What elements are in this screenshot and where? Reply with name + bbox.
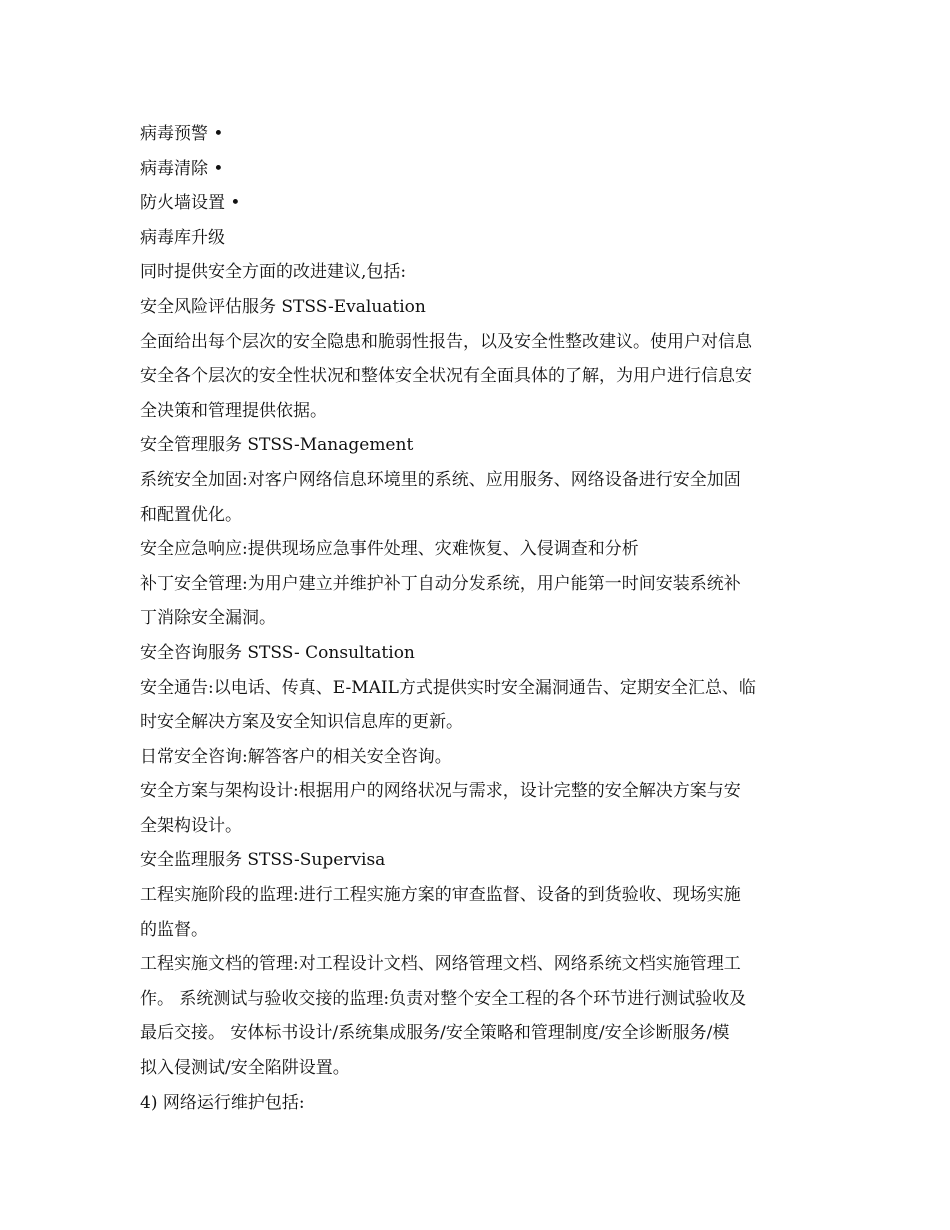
paragraph-line: 作。 系统测试与验收交接的监理:负责对整个安全工程的各个环节进行测试验收及	[140, 988, 747, 1009]
paragraph-line: 安全各个层次的安全性状况和整体安全状况有全面具体的了解，为用户进行信息安	[140, 366, 752, 387]
bullet-line-virus-alert: 病毒预警 •	[140, 124, 224, 144]
document-body	[140, 117, 815, 1120]
paragraph-line: 和配置优化。	[140, 504, 242, 525]
section-heading-management: 安全管理服务 STSS-Management	[140, 435, 414, 456]
paragraph-line: 丁消除安全漏洞。	[140, 608, 276, 629]
bullet-line-firewall-setup: 防火墙设置 •	[140, 193, 241, 214]
paragraph-line: 安全通告:以电话、传真、E-MAIL方式提供实时安全漏洞通告、定期安全汇总、临	[140, 677, 756, 698]
section-heading-supervisa: 安全监理服务 STSS-Supervisa	[140, 850, 386, 871]
paragraph-line: 系统安全加固:对客户网络信息环境里的系统、应用服务、网络设备进行安全加固	[140, 469, 741, 490]
paragraph-line: 安全方案与架构设计:根据用户的网络状况与需求，设计完整的安全解决方案与安	[140, 781, 741, 802]
paragraph-line: 补丁安全管理:为用户建立并维护补丁自动分发系统，用户能第一时间安装系统补	[140, 573, 741, 594]
bullet-line-virus-db-upgrade: 病毒库升级	[140, 227, 225, 248]
paragraph-line: 工程实施阶段的监理:进行工程实施方案的审查监督、设备的到货验收、现场实施	[140, 885, 741, 906]
bullet-line-virus-removal: 病毒清除 •	[140, 158, 224, 179]
paragraph-line: 日常安全咨询:解答客户的相关安全咨询。	[140, 746, 452, 767]
intro-line: 同时提供安全方面的改进建议,包括:	[140, 262, 407, 283]
section-heading-evaluation: 安全风险评估服务 STSS-Evaluation	[140, 296, 426, 317]
paragraph-line: 工程实施文档的管理:对工程设计文档、网络管理文档、网络系统文档实施管理工	[140, 954, 741, 975]
paragraph-line: 全架构设计。	[140, 815, 242, 836]
paragraph-line: 的监督。	[140, 919, 208, 940]
section-heading-consultation: 安全咨询服务 STSS- Consultation	[140, 642, 415, 663]
paragraph-line: 全决策和管理提供依据。	[140, 400, 327, 421]
paragraph-line: 安全应急响应:提供现场应急事件处理、灾难恢复、入侵调查和分析	[140, 539, 639, 560]
section-heading-network-maintenance: 4) 网络运行维护包括:	[140, 1092, 305, 1113]
paragraph-line: 全面给出每个层次的安全隐患和脆弱性报告，以及安全性整改建议。使用户对信息	[140, 331, 752, 352]
paragraph-line: 时安全解决方案及安全知识信息库的更新。	[140, 712, 463, 733]
paragraph-line: 拟入侵测试/安全陷阱设置。	[140, 1058, 350, 1079]
paragraph-line: 最后交接。 安体标书设计/系统集成服务/安全策略和管理制度/安全诊断服务/模	[140, 1023, 730, 1044]
